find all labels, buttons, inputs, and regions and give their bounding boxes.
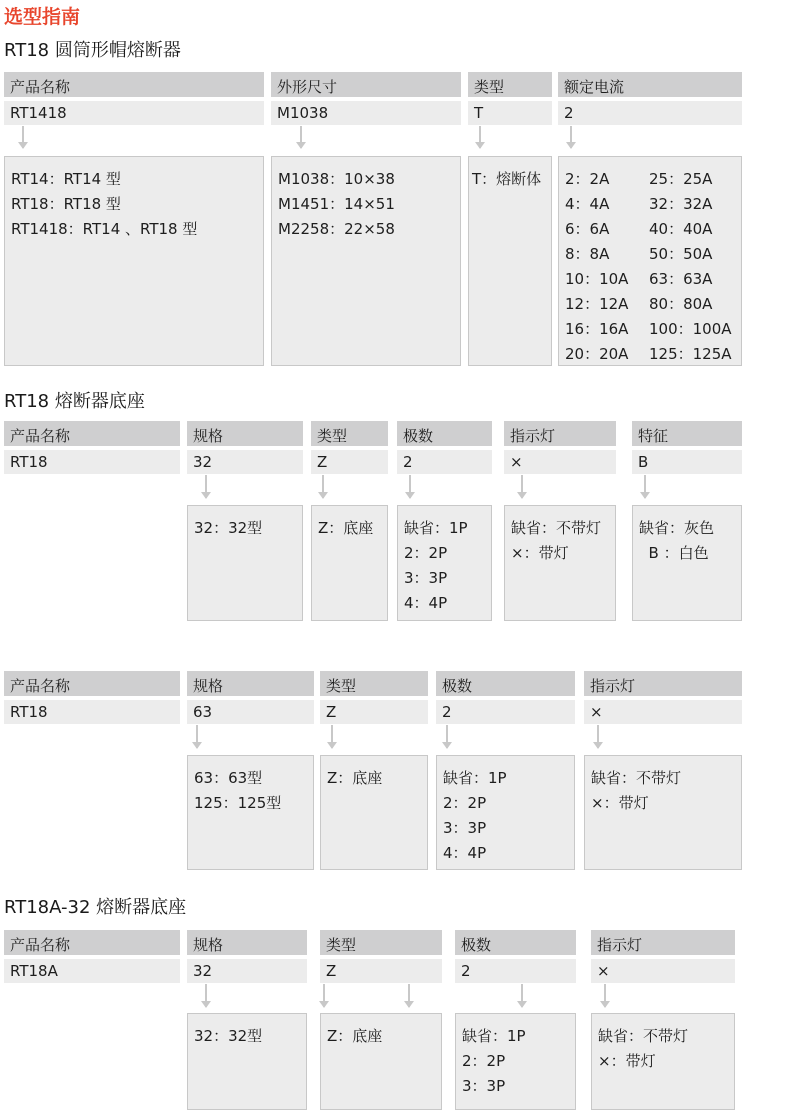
arrow-down-icon [322,475,324,498]
option-line: RT18：RT18 型 [11,195,121,213]
header-type: 类型 [468,72,552,97]
type-options [311,505,388,621]
value-product-name: RT1418 [4,101,264,125]
type-options [320,755,428,870]
option-line: 4：4P [443,844,487,862]
value-feature: B [632,450,742,474]
arrow-down-icon [22,126,24,148]
option-line: 125：125型 [194,794,282,812]
header-poles: 极数 [455,930,576,955]
option-line: 32：32A [649,195,713,213]
header-type: 类型 [320,930,442,955]
value-type: T [468,101,552,125]
header-dimension: 外形尺寸 [271,72,461,97]
option-line: M2258：22×58 [278,220,395,238]
feature-options [632,505,742,621]
arrow-down-icon [644,475,646,498]
header-product-name: 产品名称 [4,930,180,955]
value-indicator: × [504,450,616,474]
header-type: 类型 [311,421,388,446]
option-line: RT1418：RT14 、RT18 型 [11,220,198,238]
type-options [320,1013,442,1110]
arrow-down-icon [521,475,523,498]
indicator-options [591,1013,735,1110]
option-line: 4：4A [565,195,610,213]
option-line: ×：带灯 [511,544,569,562]
header-rated-current: 额定电流 [558,72,742,97]
header-spec: 规格 [187,671,314,696]
value-product-name: RT18 [4,450,180,474]
header-indicator: 指示灯 [591,930,735,955]
option-line: 32：32型 [194,519,263,537]
option-line: 2：2P [462,1052,506,1070]
value-rated-current: 2 [558,101,742,125]
arrow-down-icon [323,984,325,1007]
header-poles: 极数 [397,421,492,446]
option-line: 50：50A [649,245,713,263]
arrow-down-icon [408,984,410,1007]
option-line: 80：80A [649,295,713,313]
arrow-down-icon [205,984,207,1007]
option-line: 100：100A [649,320,732,338]
spec-options [187,505,303,621]
option-line: ×：带灯 [591,794,649,812]
arrow-down-icon [521,984,523,1007]
option-line: 6：6A [565,220,610,238]
option-line: M1038：10×38 [278,170,395,188]
value-spec: 32 [187,450,303,474]
option-line: 63：63型 [194,769,263,787]
value-indicator: × [591,959,735,983]
option-line: B ：白色 [639,544,709,562]
indicator-options [584,755,742,870]
poles-options [436,755,575,870]
section-title-rt18-base: RT18 熔断器底座 [4,391,145,412]
option-line: 2：2A [565,170,610,188]
arrow-down-icon [300,126,302,148]
option-line: 12：12A [565,295,629,313]
option-line: 2：2P [443,794,487,812]
spec-options [187,755,314,870]
value-type: Z [320,700,428,724]
option-line: 缺省：不带灯 [511,519,602,537]
option-line: 20：20A [565,345,629,363]
page-title: 选型指南 [4,6,81,28]
option-line: 25：25A [649,170,713,188]
arrow-down-icon [446,725,448,748]
header-poles: 极数 [436,671,575,696]
dimension-options [271,156,461,366]
arrow-down-icon [331,725,333,748]
option-line: Z：底座 [318,519,374,537]
option-line: 缺省：灰色 [639,519,715,537]
arrow-down-icon [479,126,481,148]
option-line: 缺省：1P [443,769,507,787]
option-line: 3：3P [404,569,448,587]
option-line: 10：10A [565,270,629,288]
value-product-name: RT18 [4,700,180,724]
option-line: 40：40A [649,220,713,238]
header-product-name: 产品名称 [4,671,180,696]
option-line: 32：32型 [194,1027,263,1045]
option-line: 缺省：1P [404,519,468,537]
section-title-rt18a-32-base: RT18A-32 熔断器底座 [4,897,187,918]
value-poles: 2 [436,700,575,724]
arrow-down-icon [570,126,572,148]
value-spec: 63 [187,700,314,724]
value-type: Z [311,450,388,474]
value-indicator: × [584,700,742,724]
option-line: 4：4P [404,594,448,612]
value-product-name: RT18A [4,959,180,983]
option-line: 8：8A [565,245,610,263]
option-line: T：熔断体 [472,170,542,188]
option-line: 缺省：1P [462,1027,526,1045]
arrow-down-icon [196,725,198,748]
indicator-options [504,505,616,621]
value-spec: 32 [187,959,307,983]
type-options [468,156,552,366]
option-line: 缺省：不带灯 [598,1027,689,1045]
header-spec: 规格 [187,930,307,955]
header-indicator: 指示灯 [584,671,742,696]
option-line: 2：2P [404,544,448,562]
poles-options [397,505,492,621]
arrow-down-icon [205,475,207,498]
option-line: 3：3P [462,1077,506,1095]
section-title-rt18-fuse: RT18 圆筒形帽熔断器 [4,40,181,61]
rated-current-options [558,156,742,366]
spec-options [187,1013,307,1110]
value-poles: 2 [455,959,576,983]
value-type: Z [320,959,442,983]
option-line: 63：63A [649,270,713,288]
option-line: Z：底座 [327,1027,383,1045]
option-line: 3：3P [443,819,487,837]
poles-options [455,1013,576,1110]
product-name-options [4,156,264,366]
option-line: Z：底座 [327,769,383,787]
option-line: ×：带灯 [598,1052,656,1070]
arrow-down-icon [597,725,599,748]
option-line: 125：125A [649,345,732,363]
header-indicator: 指示灯 [504,421,616,446]
header-product-name: 产品名称 [4,72,264,97]
option-line: 缺省：不带灯 [591,769,682,787]
header-type: 类型 [320,671,428,696]
header-spec: 规格 [187,421,303,446]
arrow-down-icon [409,475,411,498]
value-dimension: M1038 [271,101,461,125]
option-line: 16：16A [565,320,629,338]
arrow-down-icon [604,984,606,1007]
header-product-name: 产品名称 [4,421,180,446]
option-line: RT14：RT14 型 [11,170,121,188]
header-feature: 特征 [632,421,742,446]
option-line: M1451：14×51 [278,195,395,213]
value-poles: 2 [397,450,492,474]
